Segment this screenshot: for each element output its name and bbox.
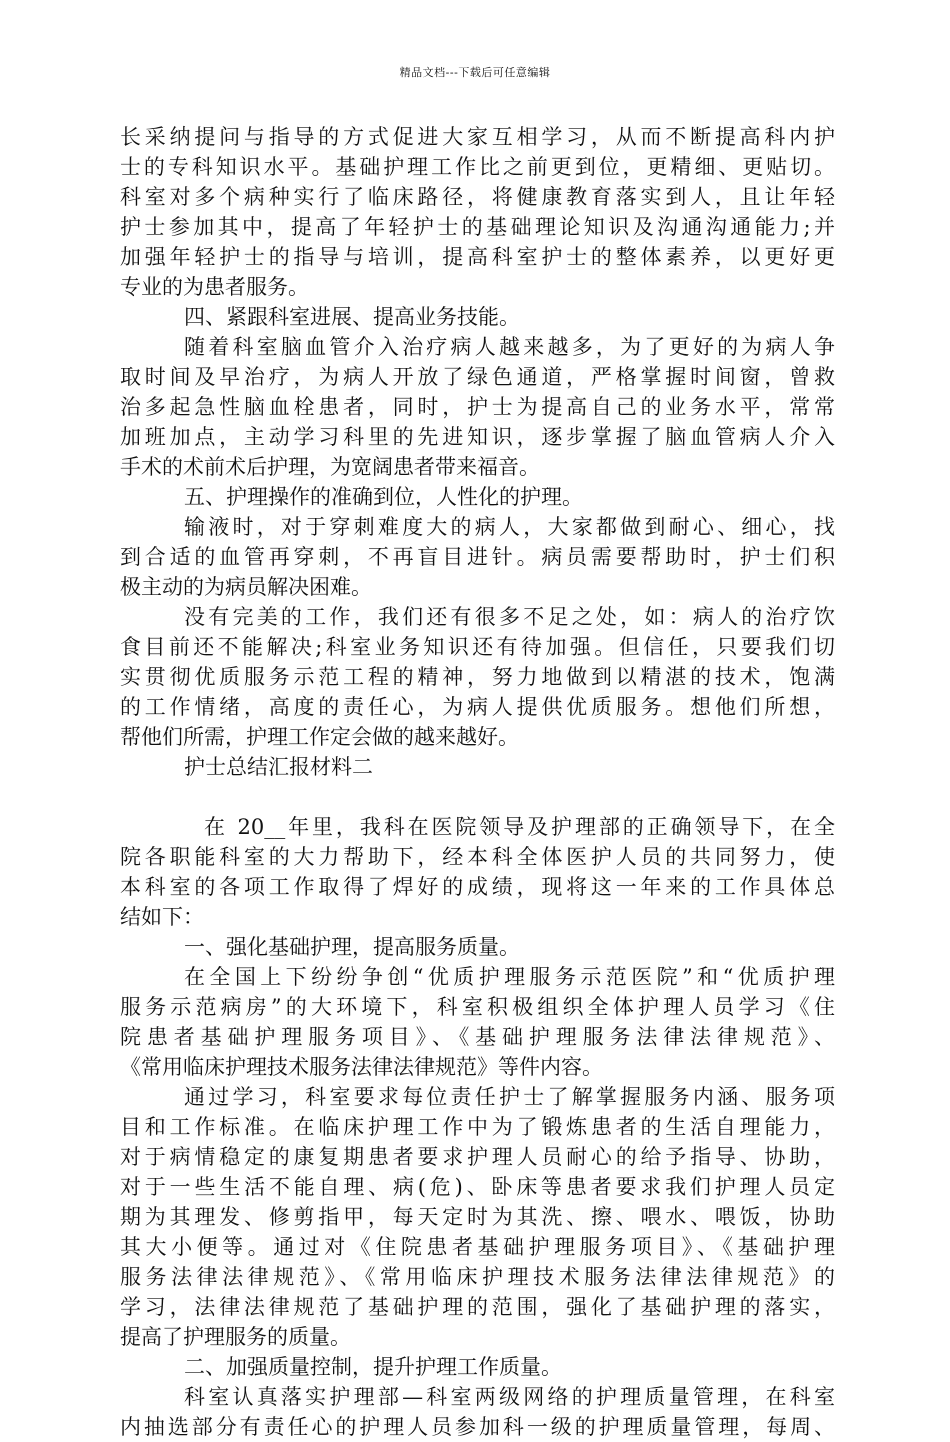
paragraph-line: 通过学习，科室要求每位责任护士了解掌握服务内涵、服务项	[184, 1085, 835, 1109]
paragraph-line: 食目前还不能解决;科室业务知识还有待加强。但信任，只要我们切	[120, 635, 835, 659]
paragraph-line: 院各职能科室的大力帮助下，经本科全体医护人员的共同努力，使	[120, 845, 835, 869]
paragraph-line: 服务法律法律规范》、《常用临床护理技术服务法律法律规范》的	[120, 1265, 835, 1289]
paragraph-line: 在全国上下纷纷争创“优质护理服务示范医院”和“优质护理	[184, 965, 835, 989]
paragraph-line: 实贯彻优质服务示范工程的精神，努力地做到以精湛的技术，饱满	[120, 665, 835, 689]
paragraph-line: 输液时，对于穿刺难度大的病人，大家都做到耐心、细心，找	[184, 515, 835, 539]
paragraph-line: 内抽选部分有责任心的护理人员参加科一级的护理质量管理，每周、	[120, 1415, 835, 1439]
paragraph-line: 治多起急性脑血栓患者，同时，护士为提高自己的业务水平，常常	[120, 395, 835, 419]
paragraph-line: 对于病情稳定的康复期患者要求护理人员耐心的给予指导、协助，	[120, 1145, 835, 1169]
paragraph-line: 对于一些生活不能自理、病(危)、卧床等患者要求我们护理人员定	[120, 1175, 835, 1199]
paragraph-line: 专业的为患者服务。	[120, 275, 309, 299]
paragraph-line: 加强年轻护士的指导与培训，提高科室护士的整体素养，以更好更	[120, 245, 835, 269]
paragraph-line: 士的专科知识水平。基础护理工作比之前更到位，更精细、更贴切。	[120, 155, 835, 179]
paragraph-line: 学习，法律法律规范了基础护理的范围，强化了基础护理的落实，	[120, 1295, 835, 1319]
paragraph-line: 期为其理发、修剪指甲，每天定时为其洗、擦、喂水、喂饭，协助	[120, 1205, 835, 1229]
section-heading: 二、加强质量控制，提升护理工作质量。	[184, 1355, 562, 1379]
paragraph-line: 到合适的血管再穿刺，不再盲目进针。病员需要帮助时，护士们积	[120, 545, 835, 569]
paragraph-line: 手术的术前术后护理，为宽阔患者带来福音。	[120, 455, 540, 479]
paragraph-line: 结如下：	[120, 905, 204, 929]
document-title: 护士总结汇报材料二	[184, 755, 373, 779]
paragraph-line: 没有完美的工作，我们还有很多不足之处，如：病人的治疗饮	[184, 605, 835, 629]
paragraph-line: 科室认真落实护理部—科室两级网络的护理质量管理，在科室	[184, 1385, 835, 1409]
page-header: 精品文档---下载后可任意编辑	[399, 66, 551, 79]
document-body	[120, 122, 835, 1442]
paragraph-line: 目和工作标准。在临床护理工作中为了锻炼患者的生活自理能力，	[120, 1115, 835, 1139]
paragraph-line: 的工作情绪，高度的责任心，为病人提供优质服务。想他们所想，	[120, 695, 835, 719]
paragraph-line: 加班加点，主动学习科里的先进知识，逐步掌握了脑血管病人介入	[120, 425, 835, 449]
paragraph-line: 其大小便等。通过对《住院患者基础护理服务项目》、《基础护理	[120, 1235, 835, 1259]
paragraph-line: 科室对多个病种实行了临床路径，将健康教育落实到人，且让年轻	[120, 185, 835, 209]
blank-line	[120, 782, 835, 812]
paragraph-line: 随着科室脑血管介入治疗病人越来越多，为了更好的为病人争	[184, 335, 835, 359]
paragraph-line: 院患者基础护理服务项目》、《基础护理服务法律法律规范》、	[120, 1025, 835, 1049]
paragraph-line: 帮他们所需，护理工作定会做的越来越好。	[120, 725, 519, 749]
paragraph-line: 《常用临床护理技术服务法律法律规范》等件内容。	[120, 1055, 603, 1079]
paragraph-line: 提高了护理服务的质量。	[120, 1325, 351, 1349]
paragraph-line: 长采纳提问与指导的方式促进大家互相学习，从而不断提高科内护	[120, 125, 835, 149]
section-heading: 四、紧跟科室进展、提高业务技能。	[184, 305, 520, 329]
section-heading: 一、强化基础护理，提高服务质量。	[184, 935, 520, 959]
paragraph-line: 取时间及早治疗，为病人开放了绿色通道，严格掌握时间窗，曾救	[120, 365, 835, 389]
paragraph-line: 极主动的为病员解决困难。	[120, 575, 372, 599]
paragraph-line: 在 20__年里，我科在医院领导及护理部的正确领导下，在全	[204, 815, 835, 839]
section-heading: 五、护理操作的准确到位，人性化的护理。	[184, 485, 583, 509]
paragraph-line: 服务示范病房”的大环境下，科室积极组织全体护理人员学习《住	[120, 995, 835, 1019]
paragraph-line: 护士参加其中，提高了年轻护士的基础理论知识及沟通沟通能力;并	[120, 215, 835, 239]
paragraph-line: 本科室的各项工作取得了焊好的成绩，现将这一年来的工作具体总	[120, 875, 835, 899]
